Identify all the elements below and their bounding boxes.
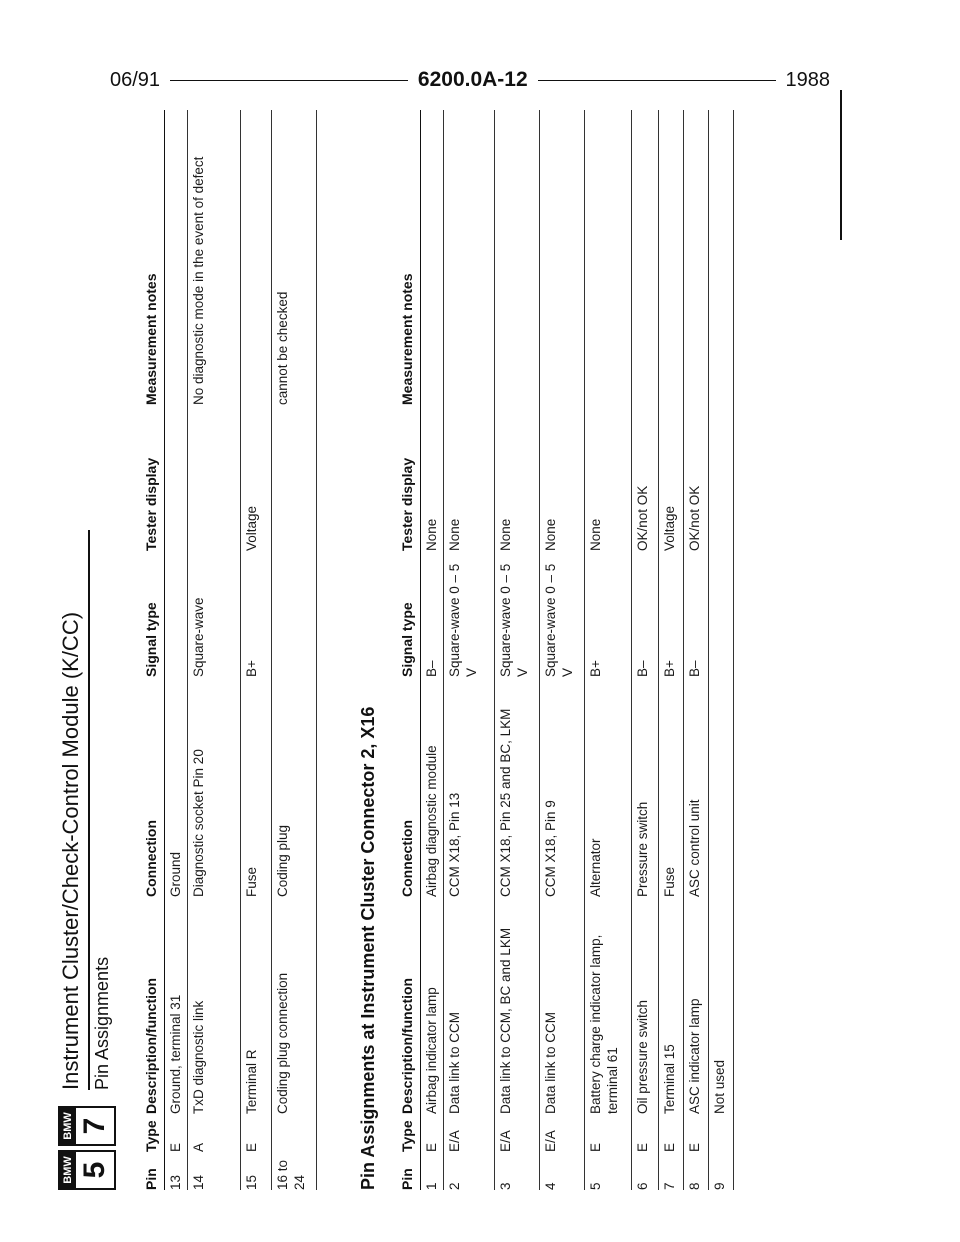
cell-connection: Diagnostic socket Pin 20: [191, 749, 206, 897]
table-row: [540, 110, 585, 1190]
cell-tester-display: None: [447, 518, 462, 551]
col-header-tester-display: Tester display: [399, 457, 415, 551]
cell-measurement-notes: [444, 110, 449, 405]
col-header-description: Description/function: [399, 977, 415, 1114]
cell-pin: 5: [588, 1182, 603, 1190]
cell-pin: 3: [498, 1182, 513, 1190]
cell-signal-type: [165, 551, 170, 677]
col-header-tester-display: Tester display: [143, 457, 159, 551]
logo-brand: BMW: [60, 1108, 76, 1144]
cell-tester-display: OK/not OK: [635, 485, 650, 551]
cell-measurement-notes: [659, 110, 664, 405]
table-row: [272, 110, 317, 1190]
table1-header: [138, 110, 162, 1190]
cell-signal-type: B+: [244, 660, 259, 677]
cell-type: E: [635, 1142, 650, 1152]
cell-connection: ASC control unit: [687, 799, 702, 897]
table-row: [585, 110, 632, 1190]
cell-measurement-notes: [495, 110, 500, 405]
table-row: [241, 110, 272, 1190]
col-header-measurement-notes: Measurement notes: [143, 273, 159, 405]
header-rule-left: [170, 80, 408, 81]
cell-connection: Alternator: [588, 838, 603, 897]
rotated-page-body: [58, 90, 778, 1190]
cell-description: Terminal 15: [662, 1044, 677, 1114]
cell-measurement-notes: No diagnostic mode in the event of defect: [191, 156, 206, 405]
cell-connection: CCM X18, Pin 9: [543, 800, 558, 897]
cell-measurement-notes: [540, 110, 545, 405]
cell-signal-type: B+: [662, 660, 677, 677]
col-header-signal-type: Signal type: [399, 602, 415, 677]
table-row: [495, 110, 540, 1190]
cell-type: E: [424, 1142, 439, 1152]
bmw-5-series-logo: [58, 1150, 116, 1190]
bmw-7-series-logo: [58, 1106, 116, 1146]
page-subtitle: Pin Assignments: [92, 956, 112, 1090]
cell-tester-display: None: [498, 518, 513, 551]
cell-tester-display: [165, 405, 170, 551]
cell-description: ASC indicator lamp: [687, 998, 702, 1114]
cell-description: Ground, terminal 31: [168, 994, 183, 1114]
header-doc-code: 6200.0A-12: [417, 68, 528, 91]
cell-description: Oil pressure switch: [635, 999, 650, 1114]
cell-measurement-notes: [165, 110, 170, 405]
cell-type: E/A: [447, 1130, 462, 1152]
cell-pin: 6: [635, 1182, 650, 1190]
cell-pin: 13: [168, 1174, 183, 1190]
cell-type: E: [168, 1142, 183, 1152]
cell-connection: Ground: [168, 851, 183, 897]
cell-measurement-notes: [585, 110, 590, 405]
cell-measurement-notes: cannot be checked: [275, 291, 290, 405]
header-date: 06/91: [110, 68, 161, 91]
cell-connection: Pressure switch: [635, 801, 650, 897]
cell-connection: CCM X18, Pin 13: [447, 792, 462, 897]
cell-connection: Coding plug: [275, 824, 290, 897]
cell-pin: 1: [424, 1182, 439, 1190]
title-rule: [88, 530, 90, 1090]
cell-tester-display: None: [424, 518, 439, 551]
table2: [420, 110, 734, 1190]
cell-measurement-notes: [709, 110, 714, 405]
cell-tester-display: [272, 405, 277, 551]
cell-pin: 8: [687, 1182, 702, 1190]
cell-description: Airbag indicator lamp: [424, 987, 439, 1114]
cell-pin: 7: [662, 1182, 677, 1190]
cell-connection: Fuse: [662, 866, 677, 897]
cell-signal-type: Square-wave 0 – 5 V: [447, 563, 479, 677]
cell-signal-type: Square-wave: [191, 597, 206, 677]
cell-connection: Fuse: [244, 866, 259, 897]
cell-measurement-notes: [241, 110, 246, 405]
header-rule-right: [538, 80, 776, 81]
logo-series: 7: [78, 1117, 111, 1135]
title-block: [58, 90, 128, 1190]
cell-pin: 9: [712, 1182, 727, 1190]
cell-type: E/A: [498, 1130, 513, 1152]
table-row: [188, 110, 241, 1190]
col-header-connection: Connection: [399, 820, 415, 897]
col-header-connection: Connection: [143, 820, 159, 897]
cell-type: E/A: [543, 1130, 558, 1152]
cell-description: Data link to CCM: [543, 1011, 558, 1114]
cell-type: A: [191, 1142, 206, 1152]
col-header-signal-type: Signal type: [143, 602, 159, 677]
cell-pin: 16 to 24: [275, 1159, 307, 1190]
cell-tester-display: None: [588, 518, 603, 551]
table-row: [444, 110, 495, 1190]
cell-description: Data link to CCM: [447, 1011, 462, 1114]
cell-tester-display: OK/not OK: [687, 485, 702, 551]
col-header-pin: Pin: [399, 1168, 415, 1190]
cell-signal-type: Square-wave 0 – 5 V: [498, 563, 530, 677]
col-header-type: Type: [399, 1120, 415, 1152]
cell-signal-type: B–: [635, 660, 650, 677]
cell-description: Not used: [712, 1059, 727, 1114]
page-title: Instrument Cluster/Check-Control Module (K/CC): [58, 611, 83, 1090]
table1: [164, 110, 317, 1190]
header-year: 1988: [785, 68, 830, 91]
cell-tester-display: [188, 405, 193, 551]
table-row: [421, 110, 444, 1190]
cell-signal-type: B+: [588, 660, 603, 677]
col-header-measurement-notes: Measurement notes: [399, 273, 415, 405]
table-row: [659, 110, 684, 1190]
col-header-type: Type: [143, 1120, 159, 1152]
cell-signal-type: [272, 551, 277, 677]
cell-measurement-notes: [421, 110, 426, 405]
cell-type: E: [244, 1142, 259, 1152]
cell-connection: CCM X18, Pin 25 and BC, LKM: [498, 708, 513, 897]
table-row: [165, 110, 188, 1190]
cell-description: TxD diagnostic link: [191, 1000, 206, 1114]
cell-type: E: [687, 1142, 702, 1152]
cell-pin: 15: [244, 1174, 259, 1190]
cell-signal-type: Square-wave 0 – 5 V: [543, 563, 575, 677]
cell-pin: 14: [191, 1174, 206, 1190]
cell-tester-display: Voltage: [662, 505, 677, 551]
cell-pin: 4: [543, 1182, 558, 1190]
cell-tester-display: None: [543, 518, 558, 551]
cell-type: [272, 1114, 277, 1152]
logo-brand: BMW: [60, 1152, 76, 1188]
col-header-pin: Pin: [143, 1168, 159, 1190]
cell-description: Coding plug connection: [275, 972, 290, 1114]
logo-series: 5: [78, 1161, 111, 1179]
col-header-description: Description/function: [143, 977, 159, 1114]
cell-connection: Airbag diagnostic module: [424, 745, 439, 897]
cell-description: Terminal R: [244, 1049, 259, 1114]
cell-measurement-notes: [632, 110, 637, 405]
margin-rule: [840, 90, 842, 240]
cell-tester-display: [709, 405, 714, 551]
cell-tester-display: Voltage: [244, 505, 259, 551]
cell-connection: [709, 677, 714, 897]
cell-type: E: [662, 1142, 677, 1152]
cell-type: [709, 1114, 714, 1152]
table-row: [684, 110, 709, 1190]
section-heading: Pin Assignments at Instrument Cluster Connector 2, X16: [358, 706, 378, 1190]
table-row: [632, 110, 659, 1190]
series-logos: [58, 1106, 116, 1190]
cell-description: Battery charge indicator lamp, terminal 61: [588, 934, 620, 1114]
cell-pin: 2: [447, 1182, 462, 1190]
cell-signal-type: B–: [424, 660, 439, 677]
cell-measurement-notes: [684, 110, 689, 405]
cell-type: E: [588, 1142, 603, 1152]
cell-signal-type: [709, 551, 714, 677]
cell-signal-type: B–: [687, 660, 702, 677]
table-row: [709, 110, 734, 1190]
cell-description: Data link to CCM, BC and LKM: [498, 927, 513, 1114]
table2-header: [394, 110, 418, 1190]
